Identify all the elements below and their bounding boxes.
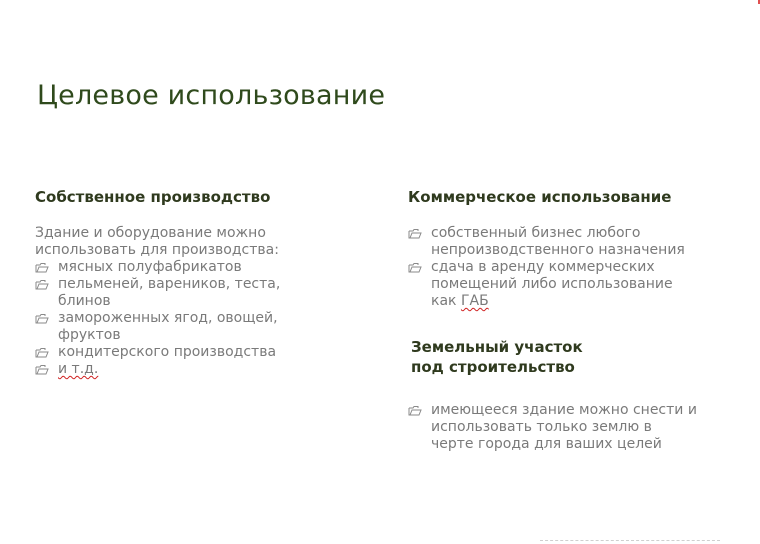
list-item — [35, 259, 305, 276]
open-folder-bullet-icon — [408, 262, 422, 273]
list-item-text: и т.д. — [58, 361, 99, 377]
land-list — [408, 402, 698, 453]
list-item-text: собственный бизнес любого непроизводственного назначения — [431, 225, 685, 258]
gab-term: ГАБ — [460, 293, 489, 309]
slide-title: Целевое использование — [37, 80, 386, 111]
list-item-text: замороженных ягод, овощей, фруктов — [58, 310, 278, 343]
heading-own-production: Собственное производство — [35, 188, 271, 206]
production-list — [35, 259, 305, 378]
list-item — [35, 344, 305, 361]
open-folder-bullet-icon — [35, 313, 49, 324]
open-folder-bullet-icon — [35, 262, 49, 273]
list-item — [35, 276, 305, 310]
open-folder-bullet-icon — [408, 228, 422, 239]
list-item-text: кондитерского производства — [58, 344, 277, 360]
list-item-text: пельменей, вареников, теста, блинов — [58, 276, 281, 309]
list-item — [408, 402, 698, 453]
open-folder-bullet-icon — [35, 279, 49, 290]
footer-dashed-line — [540, 540, 720, 541]
commercial-list — [408, 225, 698, 310]
list-item — [35, 310, 305, 344]
list-item-text: мясных полуфабрикатов — [58, 259, 242, 275]
list-item — [35, 361, 305, 378]
list-item-text: имеющееся здание можно снести и использовать только землю в черте города для ваших целей — [431, 402, 697, 452]
heading-land-plot-line1: Земельный участок — [411, 338, 583, 356]
open-folder-bullet-icon — [35, 347, 49, 358]
heading-commercial-use: Коммерческое использование — [408, 188, 672, 206]
list-item-text: сдача в аренду коммерческих помещений либо использование как — [431, 259, 673, 309]
open-folder-bullet-icon — [408, 405, 422, 416]
heading-land-plot-line2: под строительство — [411, 358, 575, 376]
heading-land-plot — [411, 337, 583, 377]
open-folder-bullet-icon — [35, 364, 49, 375]
intro-text: Здание и оборудование можно использовать для производства: — [35, 225, 279, 258]
list-item — [408, 259, 698, 310]
list-item — [408, 225, 698, 259]
